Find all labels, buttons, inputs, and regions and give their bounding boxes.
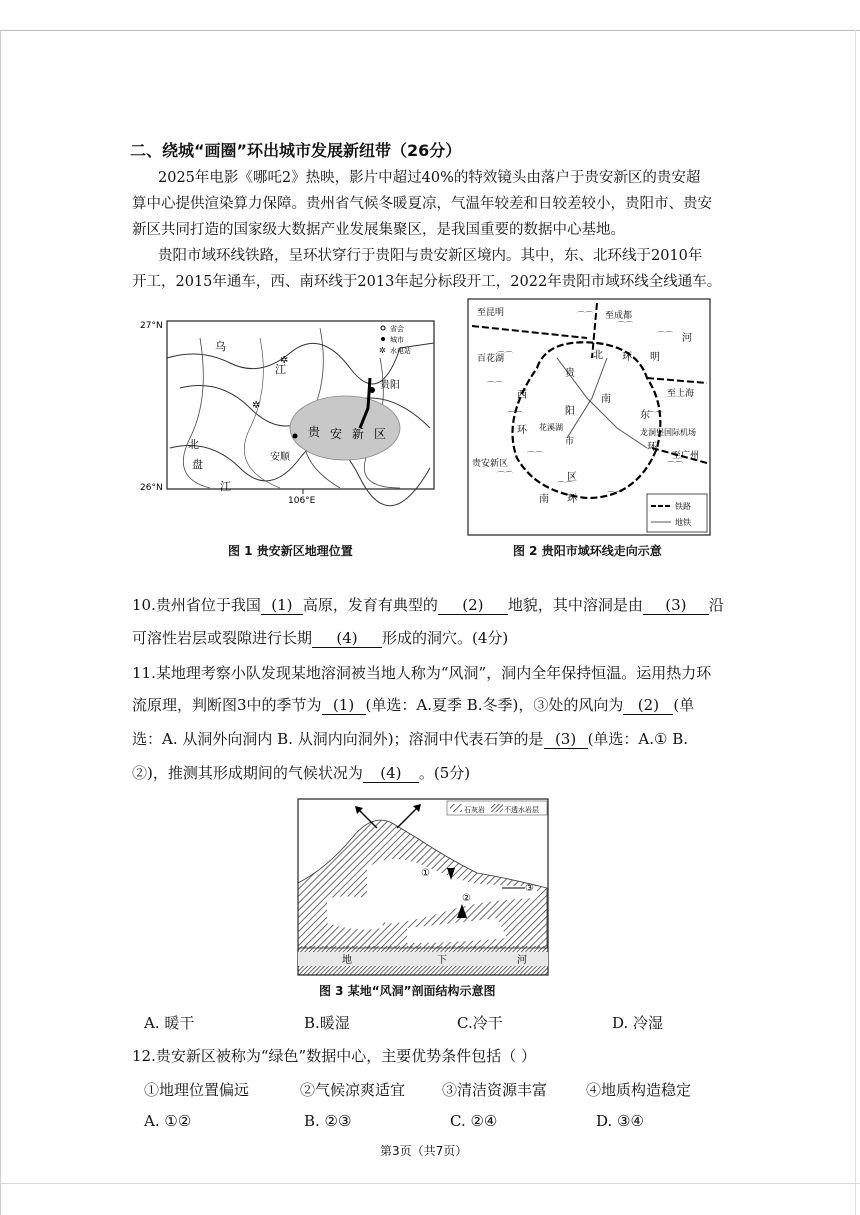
q12-condition-2: ②气候凉爽适宜 <box>300 1081 406 1099</box>
svg-text:下: 下 <box>437 955 447 966</box>
svg-text:至广州: 至广州 <box>672 451 700 461</box>
svg-text:江: 江 <box>275 363 286 376</box>
legend-metro: 地铁 <box>675 518 691 527</box>
q10-blank-2[interactable]: (2) <box>438 596 508 615</box>
svg-text:⌒⌒: ⌒⌒ <box>577 311 593 320</box>
paragraph2-line1: 贵阳市域环线铁路，呈环状穿行于贵阳与贵安新区境内。其中，东、北环线于2010年 <box>158 248 703 264</box>
svg-text:江: 江 <box>220 480 231 493</box>
lon-106-label: 106°E <box>288 496 316 506</box>
legend-city: 城市 <box>390 336 404 344</box>
q12-option-b[interactable]: B. ②③ <box>304 1112 352 1130</box>
legend-impermeable: 不透水岩层 <box>504 806 539 814</box>
q10-line2: 可溶性岩层或裂隙进行长期 (4) 形成的洞穴。(4分) <box>132 629 509 647</box>
svg-text:至昆明: 至昆明 <box>477 308 505 318</box>
q11-option-d[interactable]: D. 冷湿 <box>612 1014 664 1032</box>
paragraph2-line2: 开工，2015年通车，西、南环线于2013年起分标段开工，2022年贵阳市域环线全线通车。 <box>132 274 722 290</box>
q10-blank-1[interactable]: (1) <box>261 596 303 615</box>
q11-line1: 11.某地理考察小队发现某地溶洞被当地人称为“风洞”，洞内全年保持恒温。运用热力环 <box>132 664 712 682</box>
anshun-label: 安顺 <box>270 452 290 463</box>
page-footer: 第3页（共7页） <box>380 1144 468 1158</box>
svg-text:明: 明 <box>650 352 660 363</box>
svg-text:✲: ✲ <box>379 346 386 355</box>
section-title: 二、绕城“画圈”环出城市发展新纽带（26分） <box>130 141 462 160</box>
guiyang-label: 贵阳 <box>380 380 400 391</box>
q10-blank-3[interactable]: (3) <box>643 596 709 615</box>
q12-condition-4: ④地质构造稳定 <box>586 1081 692 1099</box>
svg-text:⌒⌒: ⌒⌒ <box>657 331 673 340</box>
page-border-top <box>0 30 860 31</box>
q11-option-a[interactable]: A. 暖干 <box>144 1014 195 1032</box>
q11-option-b[interactable]: B.暖湿 <box>304 1014 350 1032</box>
svg-text:⌒⌒: ⌒⌒ <box>497 471 513 480</box>
svg-text:东: 东 <box>640 410 650 421</box>
q10-line1: 10.贵州省位于我国 (1) 高原，发育有典型的 (2) 地貌，其中溶洞是由 (3) 沿 <box>132 596 724 614</box>
svg-text:⌒⌒: ⌒⌒ <box>487 381 503 390</box>
svg-text:花溪湖: 花溪湖 <box>539 423 563 432</box>
figure3-cave-diagram <box>297 798 549 976</box>
q11-option-c[interactable]: C.冷干 <box>457 1014 503 1032</box>
q12-condition-3: ③清洁资源丰富 <box>442 1081 548 1099</box>
q10-blank-4[interactable]: (4) <box>312 629 382 648</box>
figure3-caption: 图 3 某地“风洞”剖面结构示意图 <box>319 984 496 998</box>
svg-text:⌒⌒: ⌒⌒ <box>557 481 573 490</box>
marker-2: ② <box>462 893 471 904</box>
svg-text:南: 南 <box>601 394 611 405</box>
lat-26-label: 26°N <box>140 483 163 493</box>
q11-blank-1[interactable]: (1) <box>322 696 366 715</box>
svg-text:北: 北 <box>188 438 199 451</box>
svg-text:区: 区 <box>374 427 387 441</box>
svg-text:西: 西 <box>517 390 527 401</box>
q12-option-c[interactable]: C. ②④ <box>450 1112 498 1130</box>
q12-stem: 12.贵安新区被称为“绿色”数据中心，主要优势条件包括（ ） <box>132 1047 536 1065</box>
svg-text:阳: 阳 <box>565 406 575 417</box>
figure1-caption: 图 1 贵安新区地理位置 <box>228 544 353 558</box>
svg-text:河: 河 <box>517 955 527 966</box>
svg-text:⌒⌒: ⌒⌒ <box>497 351 513 360</box>
svg-text:区: 区 <box>567 472 577 483</box>
page-border-left <box>0 30 1 1215</box>
svg-text:地: 地 <box>342 955 352 966</box>
legend-hydropower: 水电站 <box>390 347 411 355</box>
svg-text:乌: 乌 <box>215 340 226 353</box>
svg-text:贵安新区: 贵安新区 <box>472 459 509 469</box>
q11-line4: ②)，推测其形成期间的气候状况为 (4) 。(5分) <box>132 764 471 782</box>
svg-text:至上海: 至上海 <box>667 389 695 399</box>
svg-text:贵: 贵 <box>308 425 321 439</box>
page-border-bottom <box>0 1183 860 1184</box>
svg-text:百花湖: 百花湖 <box>477 354 505 364</box>
q12-condition-1: ①地理位置偏远 <box>144 1081 250 1099</box>
paragraph1-line3: 新区共同打造的国家级大数据产业发展集聚区，是我国重要的数据中心基地。 <box>132 222 625 238</box>
figure2-map <box>467 298 711 536</box>
svg-text:南: 南 <box>539 494 549 505</box>
svg-text:盘: 盘 <box>192 458 203 471</box>
hydropower-icon: ✲ <box>252 400 261 411</box>
q11-blank-2[interactable]: (2) <box>623 696 673 715</box>
legend-railway: 铁路 <box>675 502 691 511</box>
svg-text:至成都: 至成都 <box>605 311 633 321</box>
svg-text:⌒⌒: ⌒⌒ <box>647 411 663 420</box>
svg-text:⌒⌒: ⌒⌒ <box>507 411 523 420</box>
legend-limestone: 石灰岩 <box>464 806 485 814</box>
svg-text:环: 环 <box>622 352 632 363</box>
q11-blank-4[interactable]: (4) <box>363 764 419 783</box>
svg-text:河: 河 <box>682 333 692 344</box>
q11-line2: 流原理，判断图3中的季节为 (1) (单选：A.夏季 B.冬季)，③处的风向为 (2) (单 <box>132 696 695 714</box>
lat-27-label: 27°N <box>140 321 163 331</box>
paragraph1-line2: 算中心提供渲染算力保障。贵州省气候冬暖夏凉，气温年较差和日较差较小，贵阳市、贵安 <box>132 196 712 212</box>
marker-3: ③ <box>525 883 534 894</box>
svg-text:北: 北 <box>593 350 603 361</box>
svg-text:安: 安 <box>330 427 343 441</box>
svg-text:环: 环 <box>567 494 577 505</box>
svg-text:⌒⌒: ⌒⌒ <box>667 461 683 470</box>
svg-text:龙洞堡国际机场: 龙洞堡国际机场 <box>640 428 696 437</box>
svg-text:市: 市 <box>565 437 575 447</box>
paragraph1-line1: 2025年电影《哪吒2》热映，影片中超过40%的特效镜头由落户于贵安新区的贵安超 <box>158 170 701 186</box>
guiyang-marker <box>369 387 375 393</box>
svg-text:⌒⌒: ⌒⌒ <box>617 321 633 330</box>
q12-option-a[interactable]: A. ①② <box>144 1112 192 1130</box>
svg-text:✲: ✲ <box>280 355 289 366</box>
q11-line3: 选：A. 从洞外向洞内 B. 从洞内向洞外)；溶洞中代表石笋的是 (3) (单选：A.① B. <box>132 730 689 748</box>
svg-text:环: 环 <box>647 442 657 453</box>
figure1-map <box>140 318 440 530</box>
svg-text:新: 新 <box>352 427 365 441</box>
q12-option-d[interactable]: D. ③④ <box>596 1112 644 1130</box>
svg-text:贵: 贵 <box>565 368 575 379</box>
marker-1: ① <box>421 868 430 879</box>
figure2-caption: 图 2 贵阳市域环线走向示意 <box>513 544 662 558</box>
svg-text:环: 环 <box>517 425 527 436</box>
legend-capital: 省会 <box>390 325 404 333</box>
svg-text:⌒⌒: ⌒⌒ <box>607 491 623 500</box>
q11-blank-3[interactable]: (3) <box>544 730 588 749</box>
svg-text:⌒⌒: ⌒⌒ <box>527 451 543 460</box>
page-border-right <box>855 30 856 1215</box>
